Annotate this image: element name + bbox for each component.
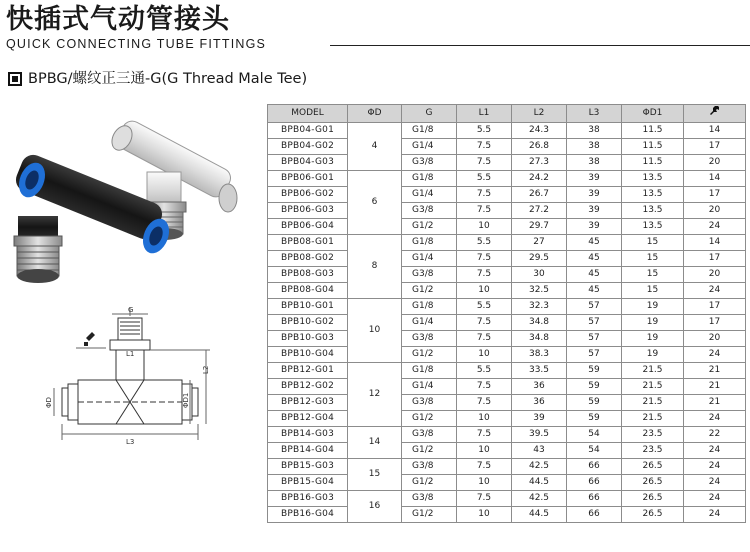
cell-g: G3/8 — [402, 491, 457, 507]
cell-l1: 7.5 — [457, 459, 512, 475]
cell-l3: 57 — [567, 299, 622, 315]
cell-model: BPB10-G02 — [268, 315, 348, 331]
cell-l2: 32.5 — [512, 283, 567, 299]
cell-g: G3/8 — [402, 331, 457, 347]
cell-g: G1/2 — [402, 411, 457, 427]
dim-label-l2: L2 — [202, 365, 210, 374]
cell-od1: 26.5 — [622, 459, 684, 475]
table-header-row — [268, 105, 746, 123]
cell-g: G3/8 — [402, 155, 457, 171]
cell-od1: 11.5 — [622, 123, 684, 139]
cell-g: G1/4 — [402, 187, 457, 203]
cell-od: 12 — [348, 363, 402, 427]
cell-wrench-size: 24 — [684, 219, 746, 235]
table-row — [268, 347, 746, 363]
cell-l1: 5.5 — [457, 299, 512, 315]
black-tee-fitting — [12, 151, 174, 283]
table-row — [268, 235, 746, 251]
cell-g: G1/4 — [402, 379, 457, 395]
cell-l2: 42.5 — [512, 491, 567, 507]
table-row — [268, 459, 746, 475]
cell-wrench-size: 24 — [684, 443, 746, 459]
cell-l3: 66 — [567, 475, 622, 491]
cell-l1: 7.5 — [457, 251, 512, 267]
cell-od1: 15 — [622, 251, 684, 267]
page-subtitle-english: QUICK CONNECTING TUBE FITTINGS — [6, 37, 267, 51]
cell-model: BPB12-G04 — [268, 411, 348, 427]
dim-label-l1: L1 — [126, 350, 135, 358]
cell-l2: 34.8 — [512, 315, 567, 331]
cell-od: 14 — [348, 427, 402, 459]
cell-wrench-size: 22 — [684, 427, 746, 443]
cell-od1: 13.5 — [622, 187, 684, 203]
cell-od1: 21.5 — [622, 363, 684, 379]
cell-l3: 39 — [567, 203, 622, 219]
table-row — [268, 251, 746, 267]
table-row — [268, 475, 746, 491]
product-photo — [4, 118, 260, 298]
cell-l3: 54 — [567, 427, 622, 443]
table-row — [268, 315, 746, 331]
cell-l1: 5.5 — [457, 235, 512, 251]
bullet-square-icon — [8, 72, 22, 86]
cell-l3: 39 — [567, 187, 622, 203]
cell-l1: 10 — [457, 283, 512, 299]
cell-g: G1/2 — [402, 507, 457, 523]
cell-od1: 21.5 — [622, 379, 684, 395]
cell-model: BPB04-G01 — [268, 123, 348, 139]
dimension-drawing — [40, 304, 240, 454]
wrench-marker-icon — [84, 332, 95, 346]
cell-model: BPB14-G03 — [268, 427, 348, 443]
page-title: 快插式气动管接头 — [6, 4, 230, 35]
cell-g: G1/8 — [402, 171, 457, 187]
cell-l1: 7.5 — [457, 315, 512, 331]
cell-od1: 23.5 — [622, 427, 684, 443]
cell-l1: 7.5 — [457, 427, 512, 443]
cell-l3: 59 — [567, 379, 622, 395]
cell-l3: 38 — [567, 155, 622, 171]
cell-l2: 29.5 — [512, 251, 567, 267]
cell-g: G3/8 — [402, 203, 457, 219]
cell-l1: 7.5 — [457, 379, 512, 395]
cell-g: G3/8 — [402, 427, 457, 443]
cell-l2: 29.7 — [512, 219, 567, 235]
cell-wrench-size: 14 — [684, 171, 746, 187]
cell-wrench-size: 24 — [684, 507, 746, 523]
cell-g: G1/2 — [402, 347, 457, 363]
cell-l2: 26.7 — [512, 187, 567, 203]
cell-model: BPB15-G04 — [268, 475, 348, 491]
cell-l2: 34.8 — [512, 331, 567, 347]
table-row — [268, 331, 746, 347]
cell-model: BPB08-G04 — [268, 283, 348, 299]
cell-l3: 39 — [567, 171, 622, 187]
cell-l1: 7.5 — [457, 155, 512, 171]
cell-l2: 24.2 — [512, 171, 567, 187]
table-row — [268, 219, 746, 235]
table-row — [268, 299, 746, 315]
cell-g: G3/8 — [402, 267, 457, 283]
cell-od1: 26.5 — [622, 507, 684, 523]
cell-g: G1/2 — [402, 443, 457, 459]
cell-l2: 26.8 — [512, 139, 567, 155]
cell-model: BPB12-G01 — [268, 363, 348, 379]
cell-l1: 10 — [457, 443, 512, 459]
cell-l3: 45 — [567, 267, 622, 283]
cell-model: BPB10-G04 — [268, 347, 348, 363]
cell-od1: 23.5 — [622, 443, 684, 459]
cell-model: BPB15-G03 — [268, 459, 348, 475]
cell-wrench-size: 20 — [684, 155, 746, 171]
cell-l1: 5.5 — [457, 171, 512, 187]
cell-od1: 15 — [622, 235, 684, 251]
cell-l2: 32.3 — [512, 299, 567, 315]
cell-l1: 5.5 — [457, 123, 512, 139]
cell-od1: 11.5 — [622, 139, 684, 155]
cell-l1: 10 — [457, 219, 512, 235]
cell-l3: 59 — [567, 411, 622, 427]
cell-g: G1/8 — [402, 299, 457, 315]
cell-g: G3/8 — [402, 395, 457, 411]
cell-l3: 45 — [567, 283, 622, 299]
table-row — [268, 411, 746, 427]
cell-od1: 13.5 — [622, 219, 684, 235]
dim-label-od: ΦD — [45, 397, 53, 408]
cell-g: G1/2 — [402, 283, 457, 299]
cell-l3: 38 — [567, 123, 622, 139]
cell-od: 6 — [348, 171, 402, 235]
cell-l2: 27.3 — [512, 155, 567, 171]
cell-g: G1/4 — [402, 139, 457, 155]
cell-wrench-size: 14 — [684, 123, 746, 139]
cell-od1: 26.5 — [622, 491, 684, 507]
cell-wrench-size: 17 — [684, 315, 746, 331]
table-row — [268, 139, 746, 155]
cell-l1: 7.5 — [457, 203, 512, 219]
cell-l2: 27.2 — [512, 203, 567, 219]
col-header-od1: ΦD1 — [622, 105, 684, 123]
cell-model: BPB04-G02 — [268, 139, 348, 155]
cell-l1: 7.5 — [457, 187, 512, 203]
cell-model: BPB16-G03 — [268, 491, 348, 507]
cell-wrench-size: 24 — [684, 475, 746, 491]
cell-g: G1/2 — [402, 475, 457, 491]
cell-l2: 38.3 — [512, 347, 567, 363]
title-divider — [330, 45, 750, 46]
cell-l2: 24.3 — [512, 123, 567, 139]
cell-od1: 13.5 — [622, 171, 684, 187]
cell-g: G1/4 — [402, 315, 457, 331]
cell-od: 10 — [348, 299, 402, 363]
cell-model: BPB10-G03 — [268, 331, 348, 347]
cell-od1: 19 — [622, 331, 684, 347]
cell-l2: 43 — [512, 443, 567, 459]
cell-l2: 42.5 — [512, 459, 567, 475]
table-row — [268, 443, 746, 459]
cell-model: BPB08-G03 — [268, 267, 348, 283]
table-row — [268, 395, 746, 411]
table-row — [268, 203, 746, 219]
cell-od1: 21.5 — [622, 395, 684, 411]
table-row — [268, 283, 746, 299]
cell-wrench-size: 14 — [684, 235, 746, 251]
col-header-od: ΦD — [348, 105, 402, 123]
cell-wrench-size: 21 — [684, 363, 746, 379]
cell-od1: 26.5 — [622, 475, 684, 491]
cell-od1: 19 — [622, 347, 684, 363]
cell-od1: 11.5 — [622, 155, 684, 171]
table-row — [268, 491, 746, 507]
cell-l1: 7.5 — [457, 267, 512, 283]
cell-wrench-size: 17 — [684, 251, 746, 267]
table-row — [268, 267, 746, 283]
dim-label-g: G — [128, 306, 134, 314]
table-row — [268, 363, 746, 379]
product-heading-label: BPBG/螺纹正三通-G(G Thread Male Tee) — [28, 71, 308, 87]
col-header-l3: L3 — [567, 105, 622, 123]
cell-l2: 44.5 — [512, 475, 567, 491]
col-header-g: G — [402, 105, 457, 123]
cell-model: BPB06-G01 — [268, 171, 348, 187]
cell-l3: 57 — [567, 315, 622, 331]
cell-model: BPB16-G04 — [268, 507, 348, 523]
table-row — [268, 507, 746, 523]
cell-od1: 13.5 — [622, 203, 684, 219]
cell-od: 16 — [348, 491, 402, 523]
cell-wrench-size: 24 — [684, 459, 746, 475]
cell-model: BPB14-G04 — [268, 443, 348, 459]
cell-l1: 7.5 — [457, 491, 512, 507]
col-header-l1: L1 — [457, 105, 512, 123]
cell-wrench-size: 24 — [684, 491, 746, 507]
cell-l3: 66 — [567, 459, 622, 475]
cell-l3: 57 — [567, 331, 622, 347]
cell-l1: 7.5 — [457, 139, 512, 155]
cell-l2: 36 — [512, 395, 567, 411]
cell-l3: 39 — [567, 219, 622, 235]
cell-l1: 10 — [457, 507, 512, 523]
cell-l2: 27 — [512, 235, 567, 251]
cell-od1: 21.5 — [622, 411, 684, 427]
cell-l2: 33.5 — [512, 363, 567, 379]
cell-wrench-size: 21 — [684, 395, 746, 411]
cell-od: 8 — [348, 235, 402, 299]
col-header-l2: L2 — [512, 105, 567, 123]
table-row — [268, 123, 746, 139]
product-heading — [8, 69, 307, 89]
cell-model: BPB08-G02 — [268, 251, 348, 267]
table-row — [268, 187, 746, 203]
cell-od1: 15 — [622, 267, 684, 283]
cell-model: BPB06-G02 — [268, 187, 348, 203]
cell-l3: 59 — [567, 395, 622, 411]
cell-g: G1/8 — [402, 123, 457, 139]
cell-g: G1/2 — [402, 219, 457, 235]
cell-g: G3/8 — [402, 459, 457, 475]
cell-model: BPB06-G03 — [268, 203, 348, 219]
cell-wrench-size: 17 — [684, 299, 746, 315]
cell-l1: 10 — [457, 347, 512, 363]
cell-od: 4 — [348, 123, 402, 171]
cell-l3: 66 — [567, 507, 622, 523]
cell-l3: 59 — [567, 363, 622, 379]
cell-l3: 66 — [567, 491, 622, 507]
cell-wrench-size: 17 — [684, 187, 746, 203]
cell-model: BPB08-G01 — [268, 235, 348, 251]
cell-l2: 44.5 — [512, 507, 567, 523]
cell-wrench-size: 24 — [684, 347, 746, 363]
cell-wrench-size: 21 — [684, 379, 746, 395]
cell-model: BPB04-G03 — [268, 155, 348, 171]
cell-l3: 38 — [567, 139, 622, 155]
cell-wrench-size: 20 — [684, 203, 746, 219]
cell-od1: 19 — [622, 299, 684, 315]
cell-model: BPB06-G04 — [268, 219, 348, 235]
cell-wrench-size: 24 — [684, 283, 746, 299]
table-row — [268, 379, 746, 395]
cell-l1: 10 — [457, 411, 512, 427]
dim-label-l3: L3 — [126, 438, 135, 446]
table-row — [268, 171, 746, 187]
cell-wrench-size: 20 — [684, 267, 746, 283]
cell-l3: 45 — [567, 235, 622, 251]
cell-g: G1/8 — [402, 235, 457, 251]
table-row — [268, 155, 746, 171]
cell-l3: 45 — [567, 251, 622, 267]
cell-model: BPB12-G03 — [268, 395, 348, 411]
col-header-wrench — [684, 105, 746, 123]
cell-l1: 10 — [457, 475, 512, 491]
cell-l1: 7.5 — [457, 331, 512, 347]
cell-l1: 7.5 — [457, 395, 512, 411]
cell-l1: 5.5 — [457, 363, 512, 379]
cell-wrench-size: 24 — [684, 411, 746, 427]
cell-wrench-size: 17 — [684, 139, 746, 155]
cell-l2: 36 — [512, 379, 567, 395]
dim-label-od1: ΦD1 — [182, 392, 190, 408]
cell-od1: 15 — [622, 283, 684, 299]
cell-model: BPB12-G02 — [268, 379, 348, 395]
cell-od: 15 — [348, 459, 402, 491]
cell-l2: 30 — [512, 267, 567, 283]
cell-od1: 19 — [622, 315, 684, 331]
cell-g: G1/8 — [402, 363, 457, 379]
cell-l2: 39 — [512, 411, 567, 427]
cell-wrench-size: 20 — [684, 331, 746, 347]
col-header-model: MODEL — [268, 105, 348, 123]
table-row — [268, 427, 746, 443]
cell-model: BPB10-G01 — [268, 299, 348, 315]
cell-l2: 39.5 — [512, 427, 567, 443]
cell-l3: 57 — [567, 347, 622, 363]
spec-table — [267, 104, 746, 523]
cell-g: G1/4 — [402, 251, 457, 267]
cell-l3: 54 — [567, 443, 622, 459]
wrench-icon — [709, 105, 720, 116]
